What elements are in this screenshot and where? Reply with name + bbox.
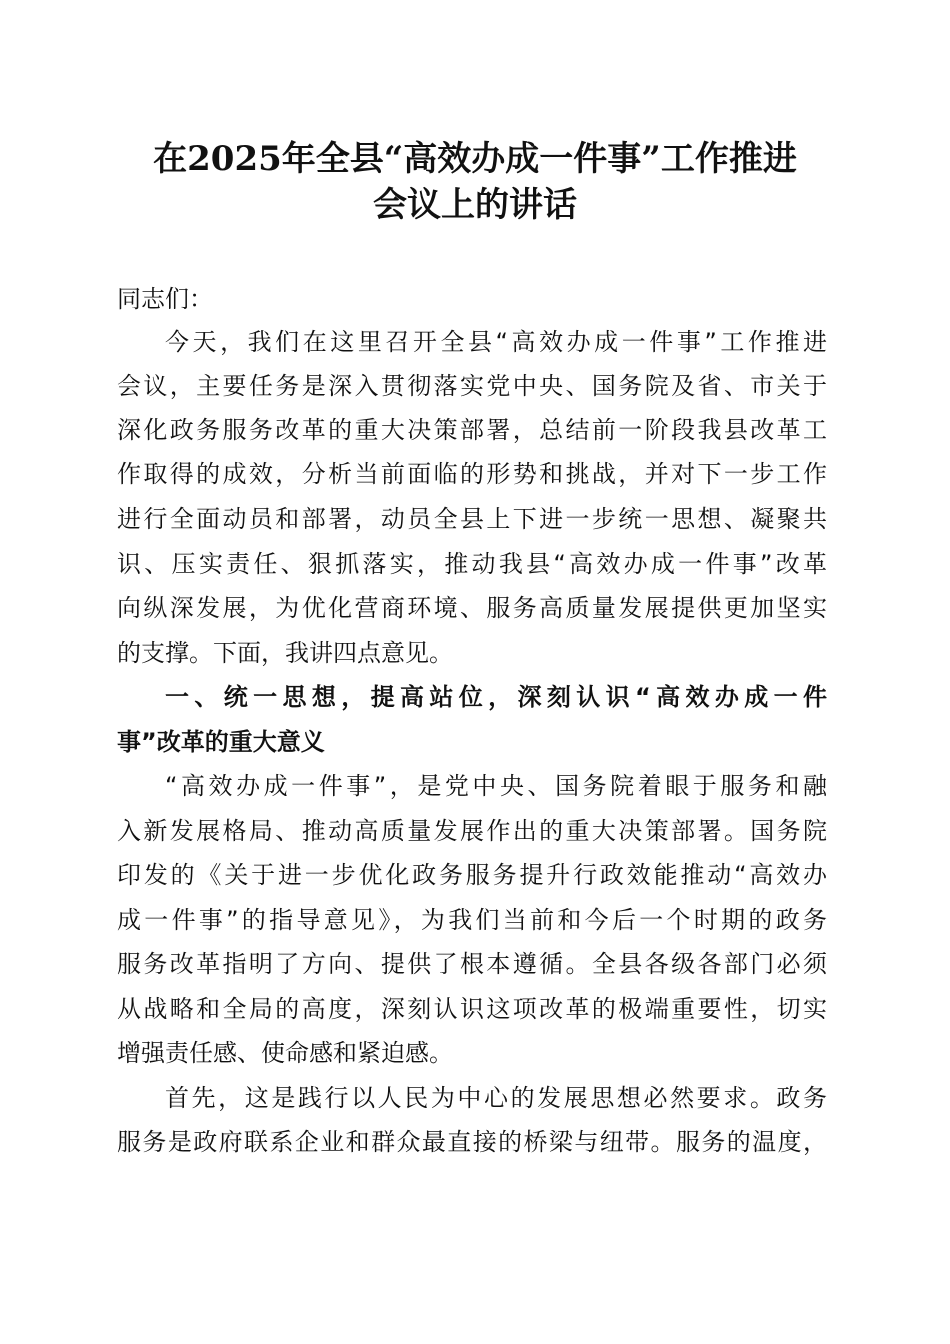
document-title-line-2: 会议上的讲话 xyxy=(373,185,577,225)
paragraph-1-line: 进行全面动员和部署，动员全县上下进一步统一思想、凝聚共 xyxy=(117,505,827,533)
document-title-line-1: 在2025年全县“高效办成一件事”工作推进 xyxy=(153,139,797,179)
paragraph-1-line: 会议，主要任务是深入贯彻落实党中央、国务院及省、市关于 xyxy=(117,372,827,400)
paragraph-1-line: 作取得的成效，分析当前面临的形势和挑战，并对下一步工作 xyxy=(117,460,827,488)
paragraph-2-line: 增强责任感、使命感和紧迫感。 xyxy=(117,1039,453,1067)
paragraph-2-line: 服务改革指明了方向、提供了根本遵循。全县各级各部门必须 xyxy=(117,950,827,978)
section-heading-1-line: 一、统一思想，提高站位，深刻认识“高效办成一件 xyxy=(165,683,827,711)
paragraph-3-line: 首先，这是践行以人民为中心的发展思想必然要求。政务 xyxy=(165,1084,827,1112)
paragraph-1-line: 深化政务服务改革的重大决策部署，总结前一阶段我县改革工 xyxy=(117,416,827,444)
paragraph-3-line: 服务是政府联系企业和群众最直接的桥梁与纽带。服务的温度， xyxy=(117,1128,827,1156)
paragraph-1-line: 向纵深发展，为优化营商环境、服务高质量发展提供更加坚实 xyxy=(117,594,827,622)
paragraph-2-line: “高效办成一件事”，是党中央、国务院着眼于服务和融 xyxy=(165,772,827,800)
section-heading-1-line: 事”改革的重大意义 xyxy=(117,728,325,756)
salutation: 同志们： xyxy=(117,285,213,313)
paragraph-2-line: 印发的《关于进一步优化政务服务提升行政效能推动“高效办 xyxy=(117,861,827,889)
paragraph-2-line: 入新发展格局、推动高质量发展作出的重大决策部署。国务院 xyxy=(117,817,827,845)
paragraph-1-line: 识、压实责任、狠抓落实，推动我县“高效办成一件事”改革 xyxy=(117,550,827,578)
paragraph-1-line: 的支撑。下面，我讲四点意见。 xyxy=(117,639,453,667)
paragraph-2-line: 成一件事”的指导意见》，为我们当前和今后一个时期的政务 xyxy=(117,906,827,934)
paragraph-1-line: 今天，我们在这里召开全县“高效办成一件事”工作推进 xyxy=(165,328,827,356)
paragraph-2-line: 从战略和全局的高度，深刻认识这项改革的极端重要性，切实 xyxy=(117,995,827,1023)
